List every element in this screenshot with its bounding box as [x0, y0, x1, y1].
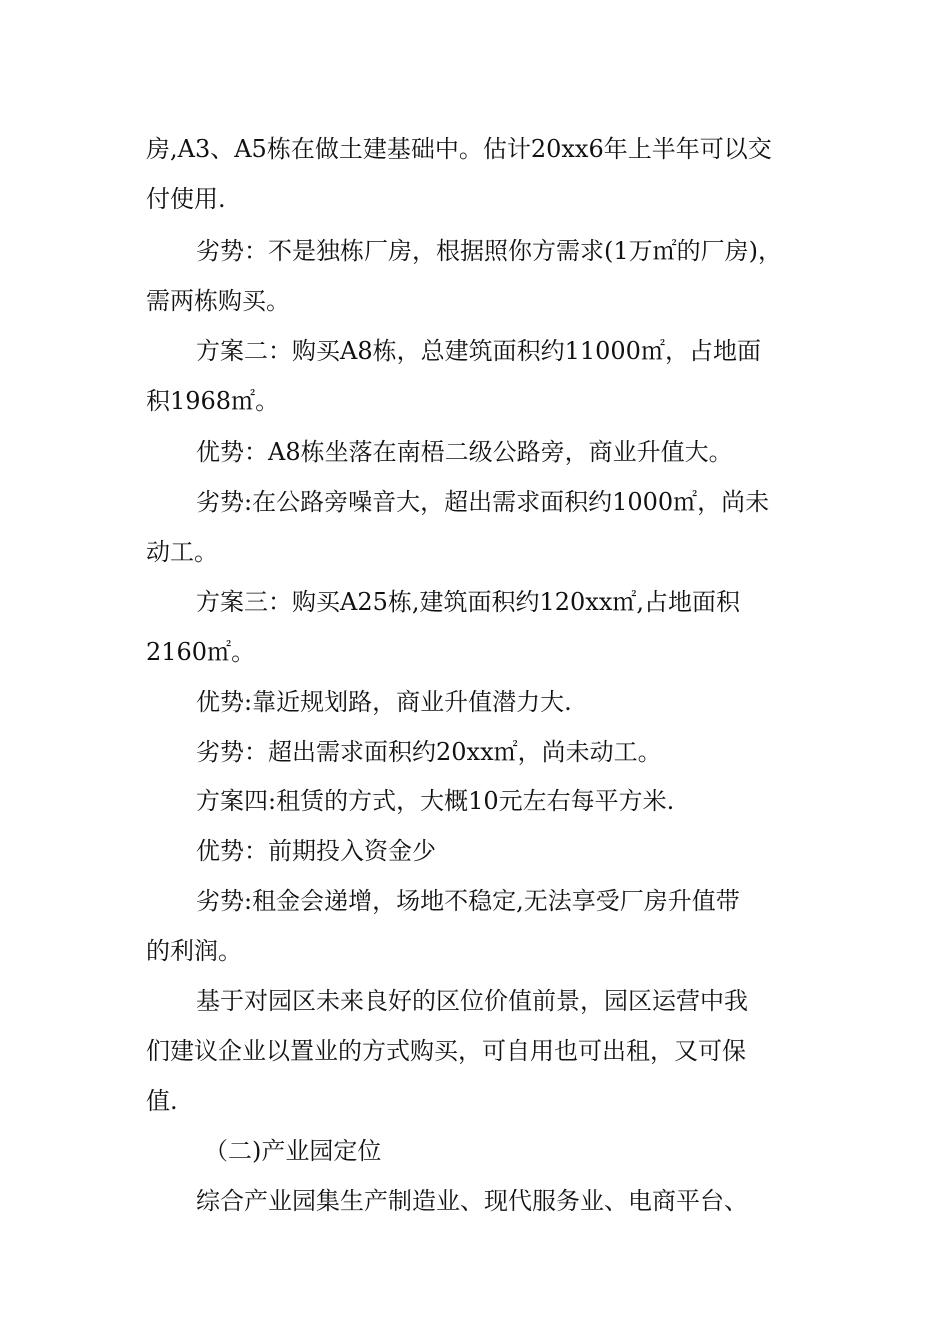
text-line: 优势:靠近规划路，商业升值潜力大. [196, 688, 572, 716]
text-line: 方案四:租赁的方式，大概10元左右每平方米. [196, 787, 675, 815]
text-line: 劣势:租金会递增，场地不稳定,无法享受厂房升值带 [196, 887, 740, 915]
text-line: 房,A3、A5栋在做土建基础中。估计20xx6年上半年可以交 [146, 135, 772, 163]
text-line: 值. [146, 1087, 178, 1115]
section-heading: （二)产业园定位 [204, 1137, 382, 1165]
text-line: 劣势：超出需求面积约20xx㎡，尚未动工。 [196, 738, 662, 766]
text-line: 方案二：购买A8栋，总建筑面积约11000㎡，占地面 [196, 337, 761, 365]
text-line: 方案三：购买A25栋,建筑面积约120xx㎡,占地面积 [196, 588, 741, 616]
text-line: 劣势:在公路旁噪音大，超出需求面积约1000㎡，尚未 [196, 488, 770, 516]
text-line: 积1968㎡。 [146, 387, 280, 415]
text-line: 动工。 [146, 538, 218, 566]
text-line: 优势：A8栋坐落在南梧二级公路旁，商业升值大。 [196, 438, 733, 466]
text-line: 劣势：不是独栋厂房，根据照你方需求(1万㎡的厂房)， [196, 237, 782, 265]
text-line: 需两栋购买。 [146, 287, 290, 315]
text-line: 们建议企业以置业的方式购买，可自用也可出租，又可保 [146, 1037, 746, 1065]
text-line: 付使用. [146, 185, 226, 213]
text-line: 综合产业园集生产制造业、现代服务业、电商平台、 [196, 1187, 748, 1215]
text-line: 基于对园区未来良好的区位价值前景，园区运营中我 [196, 987, 748, 1015]
text-line: 的利润。 [146, 937, 242, 965]
text-line: 2160㎡。 [146, 638, 256, 666]
text-line: 优势：前期投入资金少 [196, 837, 436, 865]
